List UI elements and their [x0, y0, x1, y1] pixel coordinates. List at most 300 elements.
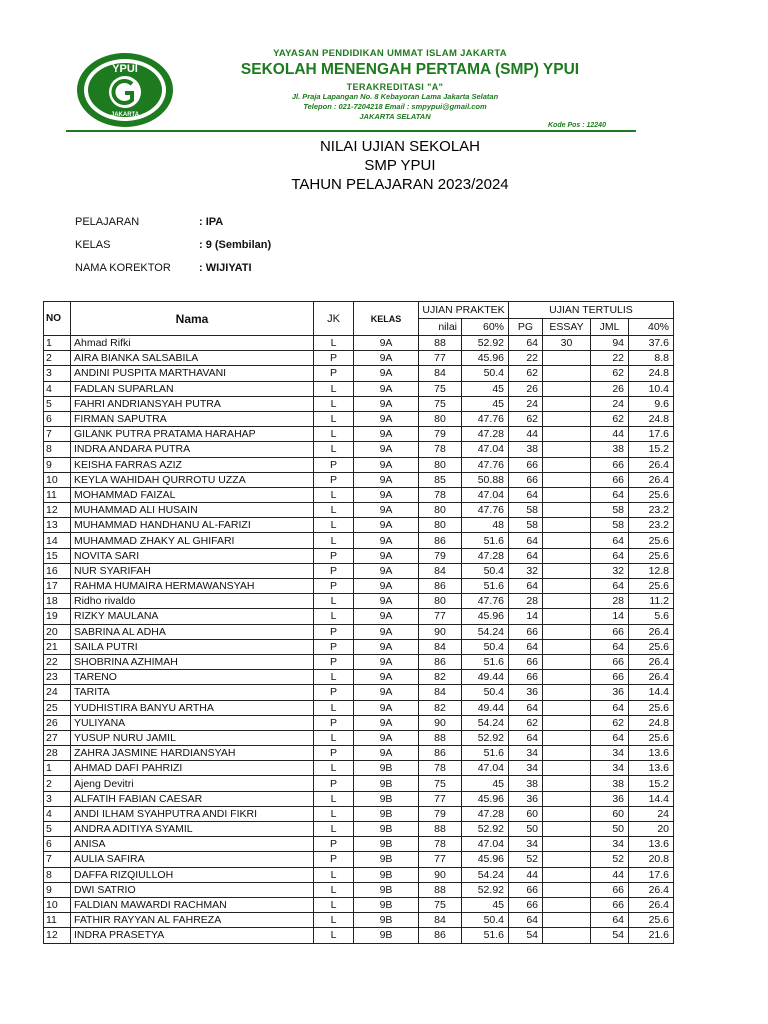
- cell-nilai: 90: [419, 867, 462, 882]
- cell-essay: [543, 730, 591, 745]
- table-row: [44, 746, 674, 761]
- cell-nama: DWI SATRIO: [71, 882, 314, 897]
- cell-pg: 66: [509, 670, 543, 685]
- letterhead: [66, 48, 636, 134]
- table-row: [44, 761, 674, 776]
- cell-jml: 66: [591, 457, 629, 472]
- header-essay: ESSAY: [543, 319, 591, 336]
- cell-nilai: 86: [419, 533, 462, 548]
- cell-nilai: 79: [419, 806, 462, 821]
- cell-no: 9: [44, 882, 71, 897]
- cell-jml: 36: [591, 791, 629, 806]
- cell-nilai: 80: [419, 411, 462, 426]
- cell-jk: L: [314, 928, 354, 943]
- cell-nama: ZAHRA JASMINE HARDIANSYAH: [71, 746, 314, 761]
- cell-nama: NUR SYARIFAH: [71, 563, 314, 578]
- cell-60-percent: 45: [462, 381, 509, 396]
- cell-nilai: 88: [419, 822, 462, 837]
- cell-nama: YUSUP NURU JAMIL: [71, 730, 314, 745]
- cell-pg: 62: [509, 366, 543, 381]
- cell-jml: 26: [591, 381, 629, 396]
- cell-jml: 22: [591, 351, 629, 366]
- cell-jml: 64: [591, 548, 629, 563]
- cell-no: 11: [44, 487, 71, 502]
- cell-jml: 54: [591, 928, 629, 943]
- cell-essay: [543, 351, 591, 366]
- cell-jml: 62: [591, 366, 629, 381]
- cell-kelas: 9B: [354, 776, 419, 791]
- cell-jk: P: [314, 579, 354, 594]
- cell-pg: 44: [509, 867, 543, 882]
- cell-jml: 58: [591, 503, 629, 518]
- cell-essay: [543, 822, 591, 837]
- cell-60-percent: 51.6: [462, 928, 509, 943]
- table-row: [44, 624, 674, 639]
- cell-nama: FALDIAN MAWARDI RACHMAN: [71, 897, 314, 912]
- cell-jml: 64: [591, 487, 629, 502]
- cell-nilai: 78: [419, 442, 462, 457]
- cell-nama: INDRA ANDARA PUTRA: [71, 442, 314, 457]
- corrector-label: NAMA KOREKTOR: [75, 262, 171, 274]
- cell-nilai: 84: [419, 563, 462, 578]
- cell-kelas: 9A: [354, 715, 419, 730]
- cell-jml: 62: [591, 715, 629, 730]
- cell-no: 4: [44, 806, 71, 821]
- cell-40-percent: 25.6: [629, 913, 674, 928]
- foundation-name: YAYASAN PENDIDIKAN UMMAT ISLAM JAKARTA: [273, 48, 507, 59]
- cell-pg: 64: [509, 533, 543, 548]
- cell-jk: L: [314, 670, 354, 685]
- cell-essay: [543, 503, 591, 518]
- cell-kelas: 9B: [354, 913, 419, 928]
- cell-nilai: 82: [419, 670, 462, 685]
- table-row: [44, 594, 674, 609]
- cell-kelas: 9A: [354, 533, 419, 548]
- cell-60-percent: 54.24: [462, 624, 509, 639]
- cell-jml: 64: [591, 913, 629, 928]
- header-60-percent: 60%: [462, 319, 509, 336]
- table-row: [44, 882, 674, 897]
- cell-essay: [543, 396, 591, 411]
- cell-no: 8: [44, 442, 71, 457]
- table-row: [44, 366, 674, 381]
- class-value: : 9 (Sembilan): [199, 239, 272, 251]
- cell-nilai: 82: [419, 700, 462, 715]
- cell-jml: 34: [591, 746, 629, 761]
- cell-40-percent: 25.6: [629, 579, 674, 594]
- cell-pg: 64: [509, 730, 543, 745]
- cell-60-percent: 47.28: [462, 806, 509, 821]
- cell-jk: P: [314, 746, 354, 761]
- cell-60-percent: 52.92: [462, 730, 509, 745]
- cell-nilai: 88: [419, 882, 462, 897]
- header-pg: PG: [509, 319, 543, 336]
- cell-nilai: 84: [419, 913, 462, 928]
- cell-40-percent: 26.4: [629, 882, 674, 897]
- cell-kelas: 9A: [354, 503, 419, 518]
- cell-jk: P: [314, 639, 354, 654]
- cell-kelas: 9B: [354, 761, 419, 776]
- cell-no: 18: [44, 594, 71, 609]
- table-row: [44, 427, 674, 442]
- cell-pg: 52: [509, 852, 543, 867]
- cell-kelas: 9A: [354, 442, 419, 457]
- cell-jml: 32: [591, 563, 629, 578]
- cell-no: 12: [44, 503, 71, 518]
- cell-no: 2: [44, 351, 71, 366]
- cell-pg: 14: [509, 609, 543, 624]
- cell-40-percent: 25.6: [629, 548, 674, 563]
- cell-kelas: 9A: [354, 639, 419, 654]
- header-no: NO: [44, 302, 71, 336]
- header-nilai: nilai: [419, 319, 462, 336]
- table-row: [44, 928, 674, 943]
- cell-jk: L: [314, 503, 354, 518]
- cell-essay: 30: [543, 336, 591, 351]
- cell-kelas: 9A: [354, 427, 419, 442]
- cell-essay: [543, 882, 591, 897]
- cell-nama: AHMAD DAFI PAHRIZI: [71, 761, 314, 776]
- cell-60-percent: 47.76: [462, 411, 509, 426]
- document-title: [230, 137, 570, 194]
- cell-60-percent: 50.88: [462, 472, 509, 487]
- cell-jml: 44: [591, 867, 629, 882]
- cell-pg: 38: [509, 776, 543, 791]
- cell-pg: 34: [509, 746, 543, 761]
- cell-essay: [543, 746, 591, 761]
- cell-pg: 66: [509, 897, 543, 912]
- cell-no: 20: [44, 624, 71, 639]
- cell-40-percent: 5.6: [629, 609, 674, 624]
- cell-60-percent: 47.04: [462, 837, 509, 852]
- cell-40-percent: 25.6: [629, 639, 674, 654]
- cell-pg: 32: [509, 563, 543, 578]
- table-row: [44, 518, 674, 533]
- cell-nilai: 90: [419, 715, 462, 730]
- cell-jk: L: [314, 411, 354, 426]
- cell-no: 1: [44, 761, 71, 776]
- cell-nilai: 86: [419, 746, 462, 761]
- cell-40-percent: 10.4: [629, 381, 674, 396]
- cell-40-percent: 13.6: [629, 837, 674, 852]
- cell-jml: 64: [591, 533, 629, 548]
- cell-kelas: 9B: [354, 837, 419, 852]
- cell-nilai: 80: [419, 503, 462, 518]
- cell-jk: P: [314, 715, 354, 730]
- cell-essay: [543, 624, 591, 639]
- cell-pg: 62: [509, 411, 543, 426]
- cell-40-percent: 24.8: [629, 411, 674, 426]
- cell-kelas: 9A: [354, 548, 419, 563]
- cell-jml: 66: [591, 897, 629, 912]
- cell-nama: SABRINA AL ADHA: [71, 624, 314, 639]
- cell-jk: P: [314, 563, 354, 578]
- cell-jml: 64: [591, 579, 629, 594]
- cell-jml: 64: [591, 639, 629, 654]
- cell-60-percent: 54.24: [462, 867, 509, 882]
- table-row: [44, 822, 674, 837]
- cell-essay: [543, 928, 591, 943]
- grade-table-body: [44, 336, 674, 944]
- cell-no: 8: [44, 867, 71, 882]
- cell-essay: [543, 518, 591, 533]
- cell-pg: 38: [509, 442, 543, 457]
- cell-essay: [543, 442, 591, 457]
- cell-pg: 26: [509, 381, 543, 396]
- subject-value: : IPA: [199, 216, 224, 228]
- cell-kelas: 9A: [354, 457, 419, 472]
- cell-60-percent: 45: [462, 897, 509, 912]
- cell-nama: FAHRI ANDRIANSYAH PUTRA: [71, 396, 314, 411]
- cell-jk: P: [314, 366, 354, 381]
- table-row: [44, 700, 674, 715]
- table-row: [44, 715, 674, 730]
- cell-nilai: 75: [419, 381, 462, 396]
- cell-nilai: 78: [419, 837, 462, 852]
- cell-40-percent: 24.8: [629, 715, 674, 730]
- cell-jml: 28: [591, 594, 629, 609]
- cell-nilai: 75: [419, 776, 462, 791]
- cell-no: 19: [44, 609, 71, 624]
- cell-jk: P: [314, 685, 354, 700]
- cell-pg: 66: [509, 654, 543, 669]
- cell-no: 28: [44, 746, 71, 761]
- logo-bottom-text: JAKARTA: [110, 112, 140, 118]
- cell-essay: [543, 381, 591, 396]
- cell-no: 7: [44, 852, 71, 867]
- cell-40-percent: 12.8: [629, 563, 674, 578]
- cell-kelas: 9A: [354, 700, 419, 715]
- cell-60-percent: 47.76: [462, 594, 509, 609]
- cell-60-percent: 49.44: [462, 670, 509, 685]
- cell-jml: 38: [591, 776, 629, 791]
- cell-kelas: 9A: [354, 746, 419, 761]
- cell-40-percent: 25.6: [629, 700, 674, 715]
- cell-essay: [543, 366, 591, 381]
- cell-essay: [543, 897, 591, 912]
- cell-kelas: 9B: [354, 867, 419, 882]
- cell-nilai: 77: [419, 351, 462, 366]
- cell-40-percent: 23.2: [629, 503, 674, 518]
- cell-nama: FIRMAN SAPUTRA: [71, 411, 314, 426]
- cell-40-percent: 15.2: [629, 776, 674, 791]
- cell-60-percent: 50.4: [462, 639, 509, 654]
- header-ujian-tertulis: UJIAN TERTULIS: [509, 302, 674, 319]
- cell-jk: L: [314, 822, 354, 837]
- cell-jml: 34: [591, 761, 629, 776]
- cell-40-percent: 15.2: [629, 442, 674, 457]
- cell-nilai: 78: [419, 761, 462, 776]
- letterhead-divider: [66, 130, 636, 132]
- cell-essay: [543, 867, 591, 882]
- cell-jk: P: [314, 457, 354, 472]
- table-row: [44, 336, 674, 351]
- header-40-percent: 40%: [629, 319, 674, 336]
- cell-nama: SAILA PUTRI: [71, 639, 314, 654]
- cell-jk: P: [314, 654, 354, 669]
- table-row: [44, 837, 674, 852]
- cell-40-percent: 14.4: [629, 685, 674, 700]
- cell-no: 25: [44, 700, 71, 715]
- cell-no: 14: [44, 533, 71, 548]
- cell-60-percent: 47.76: [462, 457, 509, 472]
- cell-40-percent: 25.6: [629, 533, 674, 548]
- cell-essay: [543, 457, 591, 472]
- cell-no: 16: [44, 563, 71, 578]
- cell-kelas: 9A: [354, 624, 419, 639]
- header-ujian-praktek: UJIAN PRAKTEK: [419, 302, 509, 319]
- corrector-value: : WIJIYATI: [199, 262, 252, 274]
- cell-jk: L: [314, 594, 354, 609]
- table-row: [44, 897, 674, 912]
- cell-60-percent: 47.04: [462, 761, 509, 776]
- cell-pg: 64: [509, 579, 543, 594]
- table-row: [44, 791, 674, 806]
- cell-nilai: 84: [419, 366, 462, 381]
- cell-nama: ANISA: [71, 837, 314, 852]
- cell-no: 5: [44, 822, 71, 837]
- accreditation: TERAKREDITASI "A": [346, 82, 444, 92]
- cell-no: 11: [44, 913, 71, 928]
- table-row: [44, 730, 674, 745]
- cell-kelas: 9B: [354, 852, 419, 867]
- cell-no: 21: [44, 639, 71, 654]
- cell-nilai: 78: [419, 487, 462, 502]
- cell-jk: P: [314, 776, 354, 791]
- cell-pg: 64: [509, 487, 543, 502]
- cell-40-percent: 24: [629, 806, 674, 821]
- cell-essay: [543, 548, 591, 563]
- cell-60-percent: 47.28: [462, 548, 509, 563]
- cell-nilai: 88: [419, 336, 462, 351]
- cell-nama: RIZKY MAULANA: [71, 609, 314, 624]
- cell-no: 13: [44, 518, 71, 533]
- cell-kelas: 9B: [354, 806, 419, 821]
- cell-jk: L: [314, 427, 354, 442]
- header-kelas: KELAS: [354, 302, 419, 336]
- cell-essay: [543, 670, 591, 685]
- cell-nilai: 80: [419, 518, 462, 533]
- cell-60-percent: 50.4: [462, 366, 509, 381]
- cell-essay: [543, 806, 591, 821]
- cell-pg: 22: [509, 351, 543, 366]
- cell-nama: MUHAMMAD ZHAKY AL GHIFARI: [71, 533, 314, 548]
- table-header-row-1: [44, 302, 674, 319]
- cell-40-percent: 26.4: [629, 654, 674, 669]
- meta-class: [75, 239, 271, 262]
- cell-nilai: 79: [419, 427, 462, 442]
- cell-nilai: 86: [419, 928, 462, 943]
- cell-no: 1: [44, 336, 71, 351]
- cell-kelas: 9B: [354, 928, 419, 943]
- cell-nilai: 75: [419, 396, 462, 411]
- cell-nama: AIRA BIANKA SALSABILA: [71, 351, 314, 366]
- cell-40-percent: 26.4: [629, 897, 674, 912]
- cell-40-percent: 11.2: [629, 594, 674, 609]
- cell-pg: 34: [509, 761, 543, 776]
- cell-nama: Ajeng Devitri: [71, 776, 314, 791]
- cell-jml: 64: [591, 730, 629, 745]
- cell-kelas: 9A: [354, 685, 419, 700]
- cell-jk: P: [314, 351, 354, 366]
- cell-nama: Ahmad Rifki: [71, 336, 314, 351]
- cell-no: 24: [44, 685, 71, 700]
- cell-60-percent: 45: [462, 396, 509, 411]
- cell-40-percent: 37.6: [629, 336, 674, 351]
- logo-top-text: YPUI: [112, 63, 138, 75]
- cell-pg: 36: [509, 791, 543, 806]
- cell-60-percent: 50.4: [462, 913, 509, 928]
- cell-nama: GILANK PUTRA PRATAMA HARAHAP: [71, 427, 314, 442]
- subject-label: PELAJARAN: [75, 216, 140, 228]
- cell-jk: L: [314, 442, 354, 457]
- cell-40-percent: 26.4: [629, 472, 674, 487]
- cell-nilai: 84: [419, 639, 462, 654]
- table-row: [44, 457, 674, 472]
- cell-essay: [543, 715, 591, 730]
- cell-60-percent: 48: [462, 518, 509, 533]
- cell-nilai: 84: [419, 685, 462, 700]
- table-row: [44, 563, 674, 578]
- cell-jk: L: [314, 897, 354, 912]
- cell-jk: P: [314, 624, 354, 639]
- cell-jml: 66: [591, 670, 629, 685]
- cell-kelas: 9A: [354, 472, 419, 487]
- cell-pg: 24: [509, 396, 543, 411]
- cell-pg: 34: [509, 837, 543, 852]
- cell-nilai: 86: [419, 654, 462, 669]
- cell-jml: 44: [591, 427, 629, 442]
- cell-pg: 66: [509, 624, 543, 639]
- cell-jml: 50: [591, 822, 629, 837]
- cell-40-percent: 9.6: [629, 396, 674, 411]
- meta-corrector: [75, 262, 271, 285]
- table-row: [44, 685, 674, 700]
- table-row: [44, 639, 674, 654]
- cell-kelas: 9A: [354, 411, 419, 426]
- cell-pg: 66: [509, 882, 543, 897]
- cell-60-percent: 47.28: [462, 427, 509, 442]
- cell-pg: 58: [509, 503, 543, 518]
- cell-no: 3: [44, 791, 71, 806]
- cell-kelas: 9B: [354, 897, 419, 912]
- cell-jk: P: [314, 852, 354, 867]
- cell-40-percent: 13.6: [629, 761, 674, 776]
- cell-no: 12: [44, 928, 71, 943]
- cell-nama: FATHIR RAYYAN AL FAHREZA: [71, 913, 314, 928]
- cell-jk: L: [314, 487, 354, 502]
- table-row: [44, 533, 674, 548]
- city: JAKARTA SELATAN: [359, 112, 431, 121]
- cell-jk: L: [314, 882, 354, 897]
- address: Jl. Praja Lapangan No. 8 Kebayoran Lama Jakarta Selatan: [291, 92, 499, 101]
- table-row: [44, 396, 674, 411]
- cell-jk: L: [314, 609, 354, 624]
- cell-jml: 66: [591, 654, 629, 669]
- cell-nilai: 80: [419, 457, 462, 472]
- cell-no: 4: [44, 381, 71, 396]
- cell-60-percent: 50.4: [462, 563, 509, 578]
- cell-kelas: 9A: [354, 518, 419, 533]
- cell-40-percent: 17.6: [629, 867, 674, 882]
- table-row: [44, 351, 674, 366]
- cell-60-percent: 45.96: [462, 791, 509, 806]
- cell-essay: [543, 791, 591, 806]
- cell-60-percent: 47.76: [462, 503, 509, 518]
- cell-essay: [543, 472, 591, 487]
- exam-meta: [75, 216, 271, 285]
- cell-jk: L: [314, 700, 354, 715]
